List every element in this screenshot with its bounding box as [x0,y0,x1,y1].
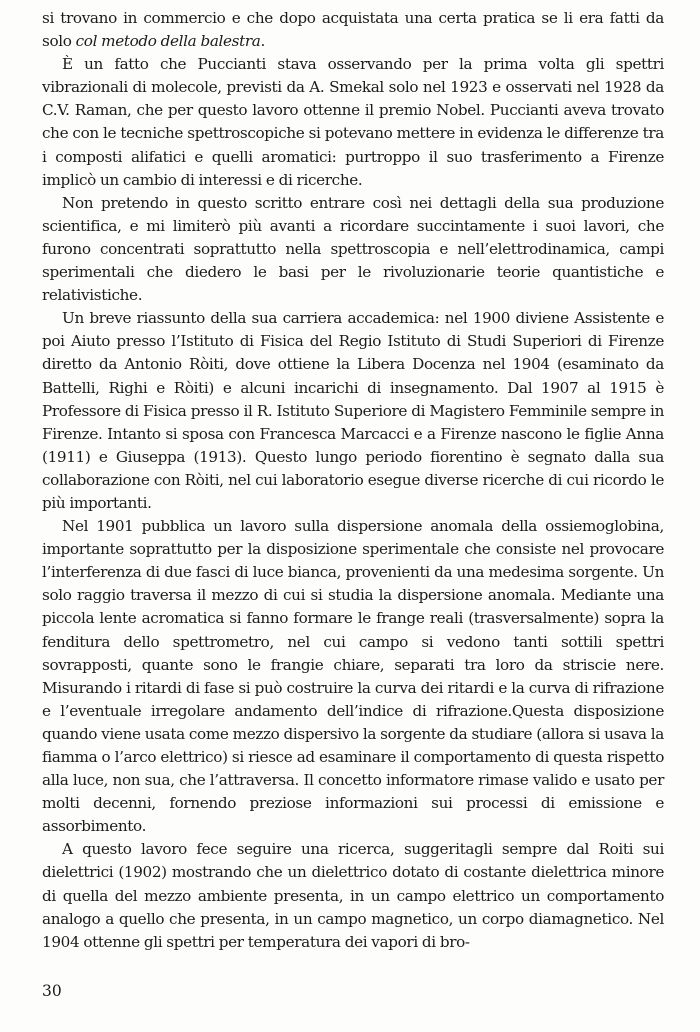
paragraph: Non pretendo in questo scritto entrare così nei dettagli della sua produzione scientifica, e mi limiterò più avanti a ricordare succintamente i suoi lavori, che furono concentrati soprattutto nella spettroscopia e nell’elettrodinamica, campi sperimentali che diedero le basi per le rivoluzionarie teorie quantistiche e relativistiche. [42,193,664,305]
paragraph: Un breve riassunto della sua carriera accademica: nel 1900 diviene Assistente e poi Aiuto presso l’Istituto di Fisica del Regio Istituto di Studi Superiori di Firenze diretto da Antonio Ròiti, dove ottiene la Libera Docenza nel 1904 (esaminato da Battelli, Righi e Ròiti) e alcuni incarichi di insegnamento. Dal 1907 al 1915 è Professore di Fisica presso il R. Istituto Superiore di Magistero Femminile sempre in Firenze. Intanto si sposa con Francesca Marcacci e a Firenze nascono le figlie Anna (1911) e Giuseppa (1913). Questo lungo periodo fiorentino è segnato dalla sua collaborazione con Ròiti, nel cui laboratorio esegue diverse ricerche di cui ricordo le più importanti. [42,309,664,512]
paragraph-continued [42,7,664,53]
italic-phrase: col metodo della balestra [75,32,261,51]
paragraph-continued-text: si trovano in commercio e che dopo acquistata una certa pratica se li era fatti da solo [42,9,664,51]
paragraph: È un fatto che Puccianti stava osservando per la prima volta gli spettri vibrazionali di molecole, previsti da A. Smekal solo nel 1923 e osservati nel 1928 da C.V. Raman, che per questo lavoro ottenne il premio Nobel. Puccianti aveva trovato che con le tecniche spettroscopiche si potevano mettere in evidenza le differenze tra i composti alifatici e quelli aromatici: purtroppo il suo trasferimento a Firenze implicò un cambio di interessi e di ricerche. [42,55,664,189]
paragraph: A questo lavoro fece seguire una ricerca, suggeritagli sempre dal Roiti sui dielettrici (1902) mostrando che un dielettrico dotato di costante dielettrica minore di quella del mezzo ambiente presenta, in un campo elettrico un comportamento analogo a quello che presenta, in un campo magnetico, un corpo diamagnetico. Nel 1904 ottenne gli spettri per temperatura dei vapori di bro- [42,840,664,951]
book-page [42,0,664,1032]
page-number: 30 [42,982,62,1000]
paragraph-continued-end: . [260,32,265,51]
body-text [42,7,664,954]
paragraph: Nel 1901 pubblica un lavoro sulla dispersione anomala della ossiemoglobina, importante soprattutto per la disposizione sperimentale che consiste nel provocare l’interferenza di due fasci di luce bianca, provenienti da una medesima sorgente. Un solo raggio traversa il mezzo di cui si studia la dispersione anomala. Mediante una piccola lente acromatica si fanno formare le frange reali (trasversalmente) sopra la fenditura dello spettrometro, nel cui campo si vedono tanti sottili spettri sovrapposti, quante sono le frangie chiare, separati tra loro da striscie nere. Misurando i ritardi di fase si può costruire la curva dei ritardi e la curva di rifrazione e l’eventuale irregolare andamento dell’indice di rifrazione.Questa disposizione quando viene usata come mezzo dispersivo la sorgente da studiare (allora si usava la fiamma o l’arco elettrico) si riesce ad esaminare il comportamento di questa rispetto alla luce, non sua, che l’attraversa. Il concetto informatore rimase valido e usato per molti decenni, fornendo preziose informazioni sui processi di emissione e assorbimento. [42,517,664,836]
